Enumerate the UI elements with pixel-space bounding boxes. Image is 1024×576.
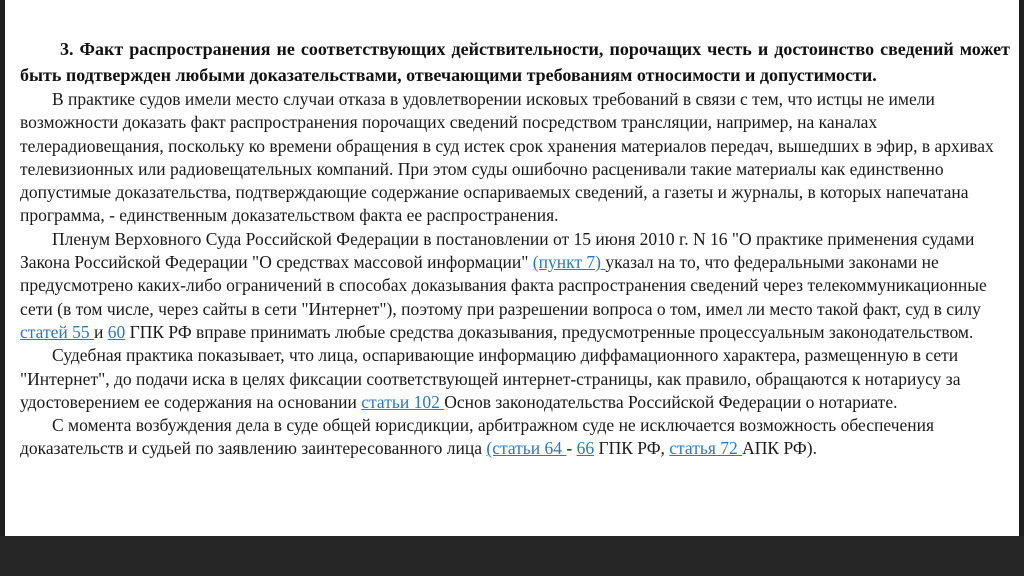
paragraph-4-text-3: ГПК РФ, [594,438,670,459]
paragraph-2-text-2: указал на то, что федеральными законами не предусмотрено каких-либо ограничений в способах доказывания факта распространения сведений через телекоммуникационные сети (в том числе, через сайты в сети "Интернет"), поэтому при разрешении вопроса о том, имел ли место такой факт, суд в силу [20,252,987,319]
paragraph-3 [20,344,1010,414]
link-statya-64[interactable]: (статьи 64 [486,438,567,459]
paragraph-4-text-4: АПК РФ). [742,438,817,459]
paragraph-2-text-1: Пленум Верховного Суда Российской Федерации в постановлении от 15 июня 2010 г. N 16 "О практике применения судами Закона Российской Федерации "О средствах массовой информации" [20,228,975,273]
link-statya-72[interactable]: статья 72 [669,438,743,459]
paragraph-2 [20,228,1010,344]
link-statya-60[interactable]: 60 [107,321,126,342]
paragraph-2-text-3: и [93,321,108,342]
paragraph-4 [20,414,1010,461]
paragraph-4-text-1: С момента возбуждения дела в суде общей юрисдикции, арбитражном суде не исключается возможность обеспечения доказательств и судьей по заявлению заинтересованного лица [20,415,935,459]
bottom-bar [0,536,1024,576]
paragraph-3-text-1: Судебная практика показывает, что лица, оспаривающие информацию диффамационного характера, размещенную в сети "Интернет", до подачи иска в целях фиксации соответствующей интернет-страницы, как правило, обращаются к нотариусу за удостоверением ее содержания на основании [20,345,961,412]
link-statya-55[interactable]: статей 55 [20,321,94,342]
paragraph-2-text-4: ГПК РФ вправе принимать любые средства доказывания, предусмотренные процессуальным законодательством. [125,321,974,342]
slide-edge-left [0,0,5,576]
link-punkt-7[interactable]: (пункт 7) [532,252,606,273]
link-statya-102[interactable]: статьи 102 [361,391,445,412]
paragraph-1: В практике судов имели место случаи отказа в удовлетворении исковых требований в связи с тем, что истцы не имели возможности доказать факт распространения порочащих сведений посредством трансляции, например, на каналах телерадиовещания, поскольку ко времени обращения в суд истек срок хранения материалов передач, вышедших в эфир, в архивах телевизионных или радиовещательных компаний. При этом суды ошибочно расценивали такие материалы как единственно допустимые доказательства, подтверждающие содержание оспариваемых сведений, а газеты и журналы, в которых напечатана программа, - единственным доказательством факта ее распространения. [20,89,994,226]
link-statya-66[interactable]: 66 [576,438,595,459]
paragraph-3-text-2: Основ законодательства Российской Федерации о нотариате. [444,391,898,412]
slide-edge-right [1019,0,1024,576]
slide-content [20,37,1010,461]
paragraph-4-text-2: - [566,438,577,459]
section-heading: 3. Факт распространения не соответствующих действительности, порочащих честь и достоинство сведений может быть подтвержден любыми доказательствами, отвечающими требованиям относимости и допустимости. [20,39,1010,85]
